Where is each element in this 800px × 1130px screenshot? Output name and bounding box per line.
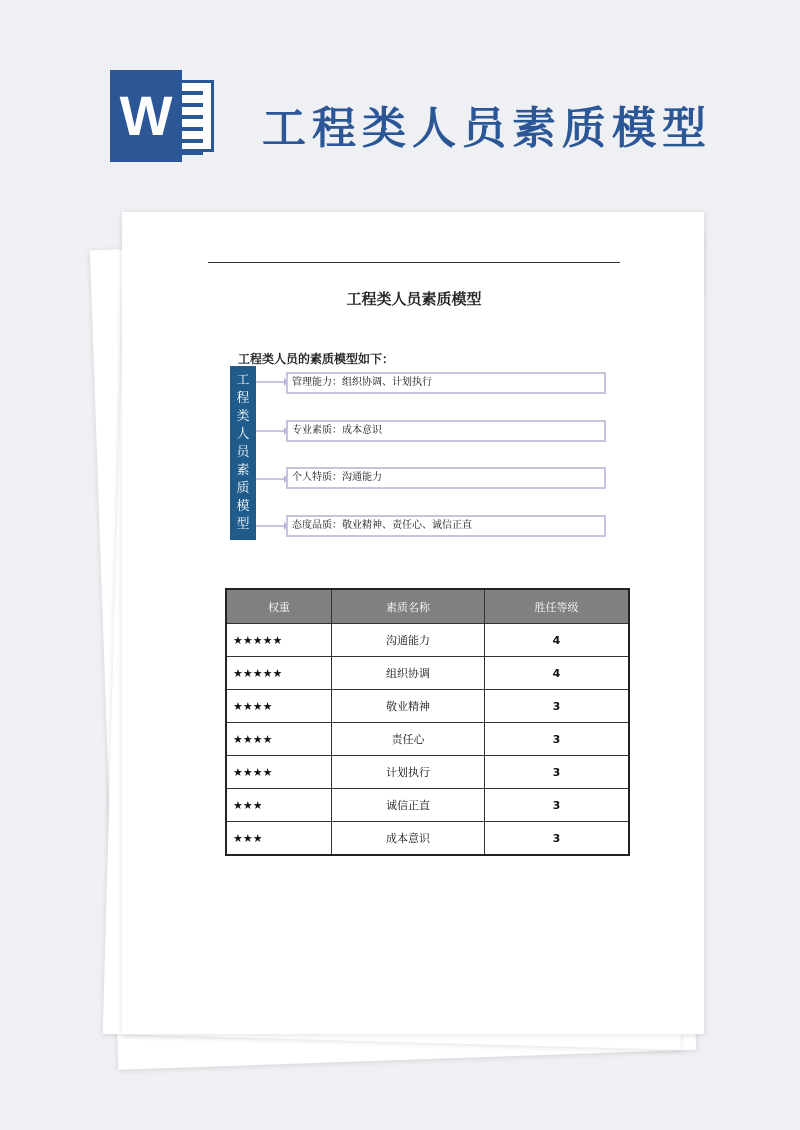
model-item-professional: 专业素质：成本意识: [286, 420, 606, 442]
level-cell: 4: [485, 624, 630, 657]
header-weight: 权重: [226, 589, 332, 624]
arrow-icon: [256, 377, 288, 387]
competency-table: [225, 588, 630, 856]
weight-cell: ★★★★: [226, 756, 332, 789]
banner: [0, 0, 800, 200]
competency-cell: 诚信正直: [332, 789, 485, 822]
banner-title: 工程类人员素质模型: [262, 103, 712, 154]
level-cell: 3: [485, 822, 630, 856]
table-row: [226, 756, 629, 789]
table-row: [226, 690, 629, 723]
weight-cell: ★★★: [226, 789, 332, 822]
level-cell: 3: [485, 723, 630, 756]
arrow-icon: [256, 474, 288, 484]
level-cell: 4: [485, 657, 630, 690]
header-rule: [208, 262, 620, 263]
model-item-management: 管理能力：组织协调、计划执行: [286, 372, 606, 394]
competency-cell: 责任心: [332, 723, 485, 756]
table-row: [226, 723, 629, 756]
intro-text: 工程类人员的素质模型如下：: [238, 352, 395, 366]
header-level: 胜任等级: [485, 589, 630, 624]
competency-cell: 成本意识: [332, 822, 485, 856]
model-label-bar: [230, 366, 256, 540]
model-label-char: 程: [236, 391, 250, 406]
weight-cell: ★★★★★: [226, 657, 332, 690]
table-row: [226, 822, 629, 856]
model-label-char: 工: [236, 373, 250, 388]
competency-cell: 敬业精神: [332, 690, 485, 723]
weight-cell: ★★★: [226, 822, 332, 856]
competency-cell: 组织协调: [332, 657, 485, 690]
model-label-char: 素: [236, 463, 250, 478]
model-label-char: 员: [236, 445, 250, 460]
model-label-char: 模: [236, 499, 250, 514]
header-competency: 素质名称: [332, 589, 485, 624]
document-title: 工程类人员素质模型: [346, 290, 482, 308]
table-row: [226, 657, 629, 690]
table-header-row: [226, 589, 629, 624]
weight-cell: ★★★★: [226, 723, 332, 756]
model-item-personal: 个人特质：沟通能力: [286, 467, 606, 489]
level-cell: 3: [485, 756, 630, 789]
level-cell: 3: [485, 789, 630, 822]
arrow-icon: [256, 521, 288, 531]
model-label-char: 型: [236, 517, 250, 532]
competency-cell: 沟通能力: [332, 624, 485, 657]
model-label-char: 质: [236, 481, 250, 496]
table-row: [226, 789, 629, 822]
weight-cell: ★★★★★: [226, 624, 332, 657]
word-icon: W: [110, 70, 182, 162]
model-label-char: 类: [236, 409, 250, 424]
weight-cell: ★★★★: [226, 690, 332, 723]
table-row: [226, 624, 629, 657]
arrow-icon: [256, 426, 288, 436]
level-cell: 3: [485, 690, 630, 723]
model-label-char: 人: [236, 427, 250, 442]
model-item-attitude: 态度品质：敬业精神、责任心、诚信正直: [286, 515, 606, 537]
competency-cell: 计划执行: [332, 756, 485, 789]
